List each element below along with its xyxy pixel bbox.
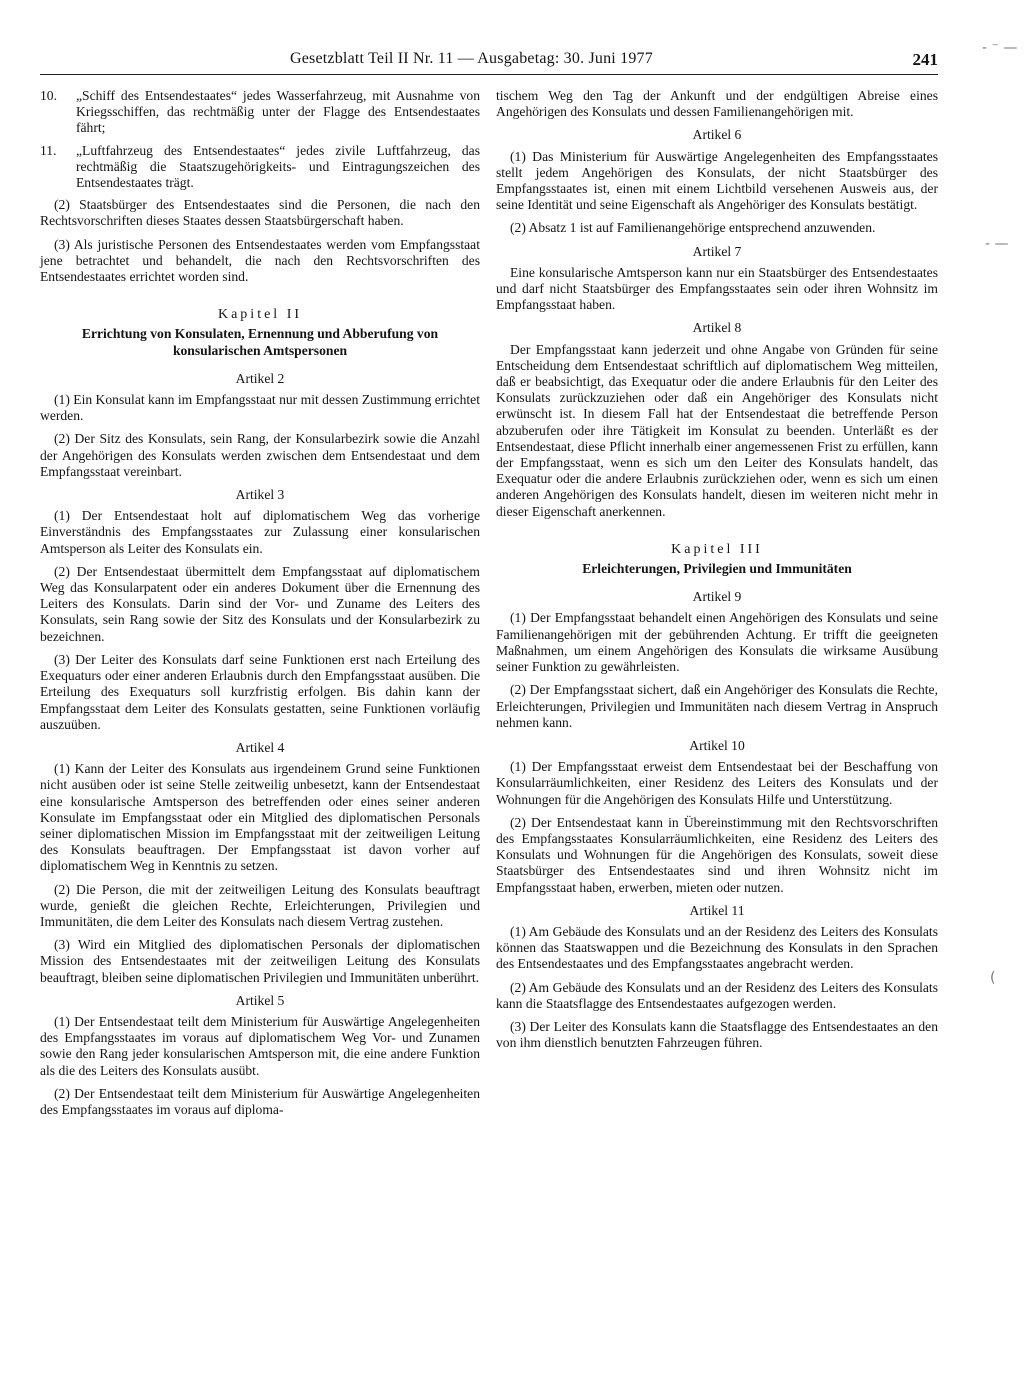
paragraph: (2) Die Person, die mit der zeitweiligen Leitung des Konsulats beauftragt wurde, genießt die gleichen Rechte, Erleichterungen, Privilegien und Immunitäten, die dem Leiter des Konsulats nach diesem Vertrag zustehen.	[40, 881, 480, 929]
paragraph: (2) Am Gebäude des Konsulats und an der Residenz des Leiters des Konsulats kann die Staatsflagge des Entsendestaates aufgezogen werden.	[496, 979, 938, 1011]
header-title: Gesetzblatt Teil II Nr. 11 — Ausgabetag: 30. Juni 1977	[290, 50, 653, 67]
paragraph: (2) Der Empfangsstaat sichert, daß ein Angehöriger des Konsulats die Rechte, Erleichterungen, Privilegien und Immunitäten nach diesem Vertrag in Anspruch nehmen kann.	[496, 682, 938, 730]
margin-mark: ‐ —	[985, 236, 1009, 252]
paragraph: (1) Der Entsendestaat holt auf diplomatischem Weg das vorherige Einverständnis des Empfangsstaates zur Zulassung einer konsularischen Amtsperson als Leiter des Konsulats ein.	[40, 508, 480, 556]
paragraph: (2) Absatz 1 ist auf Familienangehörige entsprechend anzuwenden.	[510, 220, 876, 236]
paragraph: Der Empfangsstaat kann jederzeit und ohne Angabe von Gründen für seine Entscheidung dem Entsendestaat schriftlich auf diplomatischem Weg mitteilen, daß er beabsichtigt, das Exequatur oder die andere Erlaubnis für den Leiter des Konsulats zurückzuziehen oder daß ein Angehöriger des Konsulats nicht erwünscht ist. In diesem Fall hat der Entsendestaat die betreffende Person abzuberufen oder ihre Tätigkeit im Konsulat zu beenden. Unterläßt es der Entsendestaat, diese Pflicht innerhalb einer angemessenen Frist zu erfüllen, kann der Empfangsstaat, wenn es sich um den Leiter des Konsulats handelt, das Exequatur oder die andere Erlaubnis zurückziehen oder, wenn es sich um einen anderen Angehörigen des Konsulats handelt, diesen im weiteren nicht mehr in dieser Eigenschaft anerkennen.	[496, 341, 938, 519]
item-text: „Luftfahrzeug des Entsendestaates“ jedes zivile Luftfahrzeug, das rechtmäßig die Staatszugehörigkeits- und Eintragungszeichen des Entsendestaates trägt.	[76, 142, 480, 191]
article-heading: Artikel 7	[692, 243, 742, 259]
paragraph: tischem Weg den Tag der Ankunft und der endgültigen Abreise eines Angehörigen des Konsulats und dessen Familienangehörigen mit.	[496, 88, 938, 120]
paragraph: (1) Der Empfangsstaat erweist dem Entsendestaat bei der Beschaffung von Konsularräumlichkeiten, einer Residenz des Leiters des Konsulats und der Wohnungen für die Angehörigen des Konsulats Hilfe und Unterstützung.	[496, 759, 938, 807]
item-number: 10.	[40, 88, 57, 103]
left-column	[40, 88, 480, 1125]
paragraph: (3) Der Leiter des Konsulats darf seine Funktionen erst nach Erteilung des Exequaturs oder einer anderen Erlaubnis durch den Empfangsstaat ausüben. Die Erteilung des Exequaturs soll kurzfristig erfolgen. Bis dahin kann der Empfangsstaat dem Leiter des Konsulats gestatten, seine Funktionen vorläufig auszuüben.	[40, 651, 480, 732]
article-heading: Artikel 5	[235, 992, 285, 1008]
page-number: 241	[912, 50, 938, 69]
chapter-title: Errichtung von Konsulaten, Ernennung und Abberufung von konsularischen Amtspersonen	[81, 326, 439, 358]
item-number: 11.	[40, 142, 57, 158]
paragraph: (1) Der Entsendestaat teilt dem Ministerium für Auswärtige Angelegenheiten des Empfangsstaates im voraus auf diplomatischem Weg Vor- und Zunamen sowie den Rang jeder konsularischen Amtsperson mit, die eine andere Funktion als die des Leiters des Konsulats ausübt.	[40, 1013, 480, 1078]
article-heading: Artikel 9	[692, 589, 742, 605]
list-item	[40, 143, 480, 192]
paragraph: (2) Staatsbürger des Entsendestaates sind die Personen, die nach den Rechtsvorschriften dieses Staates dessen Staatsbürgerschaft haben.	[40, 197, 480, 229]
list-item	[40, 88, 480, 137]
paragraph: (2) Der Entsendestaat übermittelt dem Empfangsstaat auf diplomatischem Weg das Konsularpatent oder ein anderes Dokument über die Ernennung des Leiters des Konsulats. Darin sind der Vor- und Zuname des Leiters des Konsulats, sein Rang sowie der Sitz des Konsulats und der Konsularbezirk zu bezeichnen.	[40, 563, 480, 644]
article-heading: Artikel 11	[689, 902, 745, 918]
paragraph: (2) Der Entsendestaat kann in Übereinstimmung mit den Rechtsvorschriften des Empfangsstaates Konsularräumlichkeiten, eine Residenz des Leiters des Konsulats und Wohnungen für die Angehörigen des Konsulats, soweit diese Staatsbürger des Entsendestaates sind und ihren Wohnsitz nicht im Empfangsstaat haben, erwerben, mieten oder nutzen.	[496, 814, 938, 895]
paragraph: (1) Ein Konsulat kann im Empfangsstaat nur mit dessen Zustimmung errichtet werden.	[40, 392, 480, 424]
article-heading: Artikel 6	[692, 127, 742, 143]
article-heading: Artikel 2	[235, 370, 285, 386]
paragraph: (3) Der Leiter des Konsulats kann die Staatsflagge des Entsendestaates an den von ihm dienstlich benutzten Fahrzeugen führen.	[496, 1018, 938, 1051]
page-header	[40, 46, 938, 75]
paragraph: (1) Kann der Leiter des Konsulats aus irgendeinem Grund seine Funktionen nicht ausüben oder ist seine Stelle zeitweilig unbesetzt, kann der Entsendestaat eine konsularische Amtsperson des betreffenden oder eines seiner anderen Konsulate im Empfangsstaat oder ein Mitglied des diplomatischen Personals seiner diplomatischen Mission im Empfangsstaat mit der zeitweiligen Leitung des Konsulats beauftragen. Der Empfangsstaat ist davon vorher auf diplomatischem Weg in Kenntnis zu setzen.	[40, 761, 480, 874]
article-heading: Artikel 3	[235, 487, 285, 503]
paragraph: (1) Das Ministerium für Auswärtige Angelegenheiten des Empfangsstaates stellt jedem Angehörigen des Konsulats, der nicht Staatsbürger des Empfangsstaates ist, einen mit einem Lichtbild versehenen Ausweis aus, der seine Identität und seine Eigenschaft als Angehöriger des Konsulats bestätigt.	[496, 148, 938, 213]
margin-mark: ‐ ⁻ —	[982, 40, 1018, 56]
right-column	[496, 88, 938, 1058]
article-heading: Artikel 8	[692, 320, 742, 336]
chapter-heading: Kapitel II	[217, 307, 303, 323]
paragraph: (1) Der Empfangsstaat behandelt einen Angehörigen des Konsulats und seine Familienangehörigen mit der gebührenden Achtung. Er trifft die geeigneten Maßnahmen, um einem Angehörigen des Konsulats die wirksame Ausübung seiner Funktion zu gewährleisten.	[496, 610, 938, 675]
paragraph: (3) Als juristische Personen des Entsendestaates werden vom Empfangsstaat jene betrachtet und behandelt, die nach den Rechtsvorschriften des Entsendestaates errichtet worden sind.	[40, 236, 480, 285]
paragraph: (3) Wird ein Mitglied des diplomatischen Personals der diplomatischen Mission des Entsendestaates mit der zeitweiligen Leitung des Konsulats beauftragt, bleiben seine diplomatischen Privilegien und Immunitäten unberührt.	[40, 937, 480, 985]
paragraph: Eine konsularische Amtsperson kann nur ein Staatsbürger des Entsendestaates und darf nicht Staatsbürger des Empfangsstaates sein oder ihren Wohnsitz im Empfangsstaat haben.	[496, 264, 938, 313]
paragraph: (1) Am Gebäude des Konsulats und an der Residenz des Leiters des Konsulats können das Staatswappen und die Bezeichnung des Konsulats in den Sprachen des Entsendestaates und des Empfangsstaates angebracht werden.	[496, 923, 938, 972]
paragraph: (2) Der Entsendestaat teilt dem Ministerium für Auswärtige Angelegenheiten des Empfangsstaates im voraus auf diploma-	[40, 1085, 480, 1117]
chapter-title: Erleichterungen, Privilegien und Immunitäten	[582, 561, 852, 577]
article-heading: Artikel 10	[689, 737, 745, 753]
article-heading: Artikel 4	[235, 739, 285, 755]
chapter-heading: Kapitel III	[671, 541, 763, 557]
margin-mark: (	[990, 970, 996, 986]
paragraph: (2) Der Sitz des Konsulats, sein Rang, der Konsularbezirk sowie die Anzahl der Angehörigen des Konsulats werden zwischen dem Entsendestaat und dem Empfangsstaat vereinbart.	[40, 431, 480, 479]
item-text: „Schiff des Entsendestaates“ jedes Wasserfahrzeug, mit Ausnahme von Kriegsschiffen, das rechtmäßig unter der Flagge des Entsendestaates fährt;	[76, 88, 480, 136]
